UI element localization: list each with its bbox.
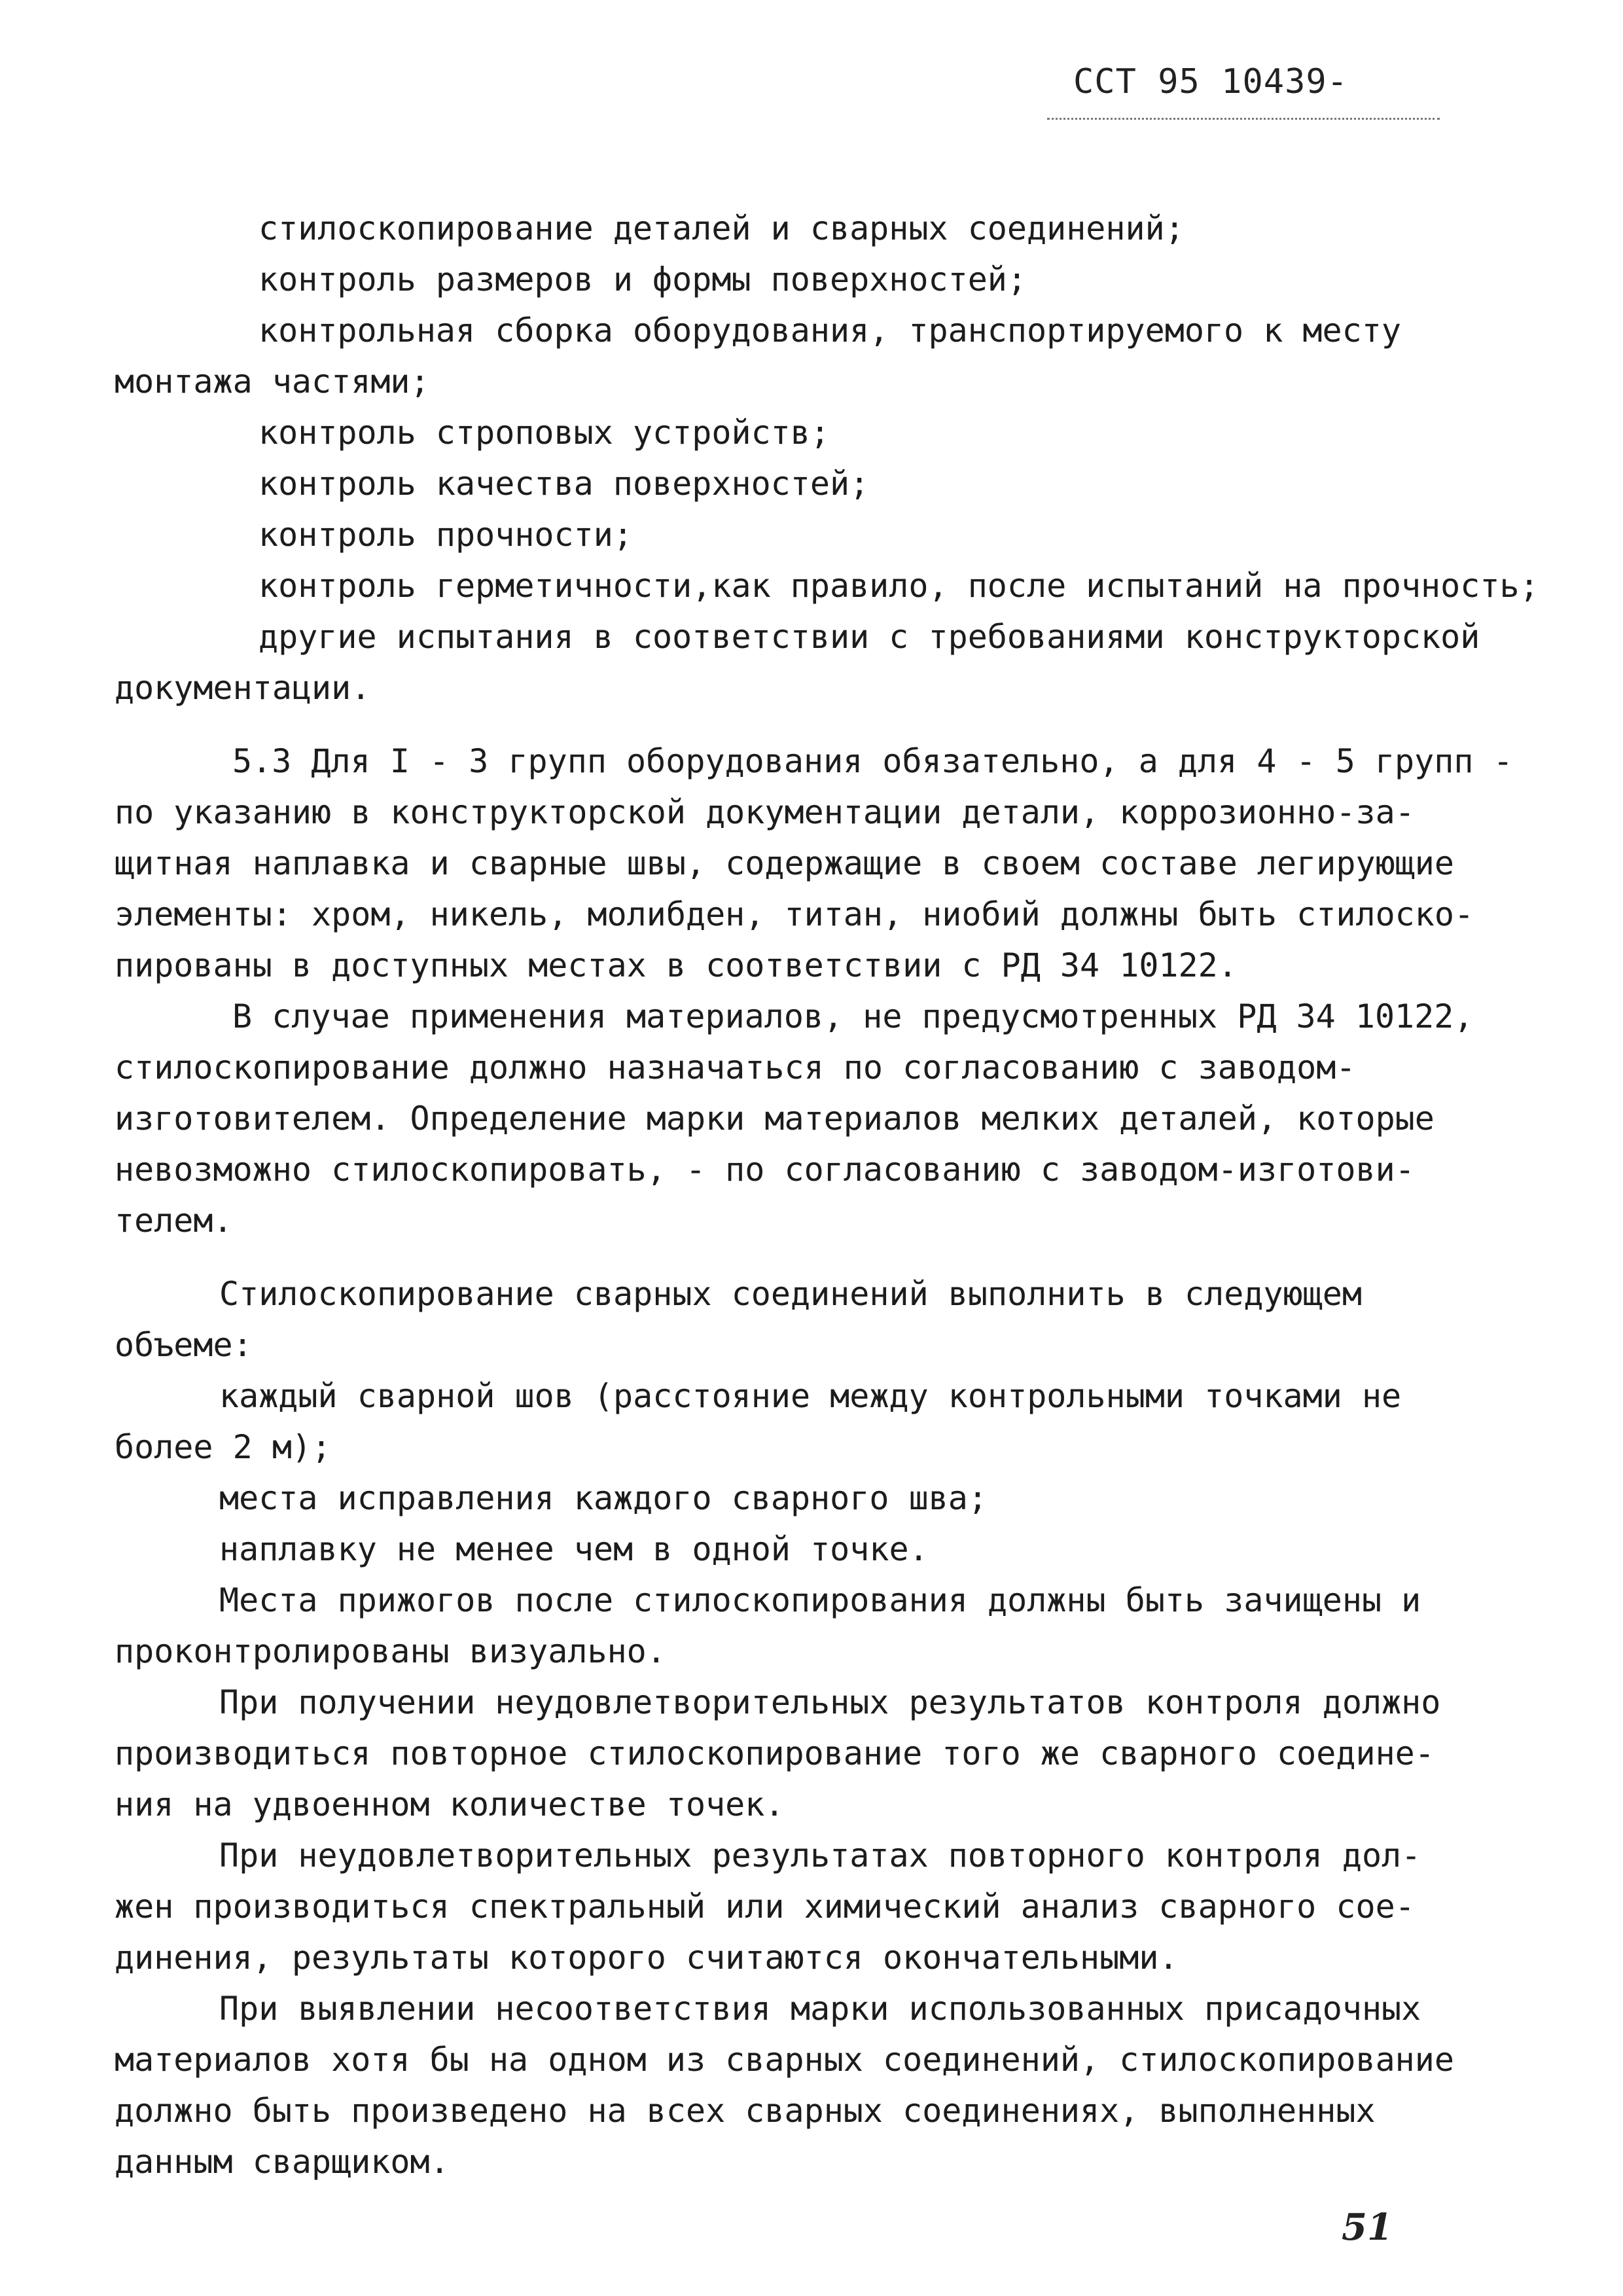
text-line: 5.3 Для I - 3 групп оборудования обязательно, а для 4 - 5 групп - — [232, 742, 1513, 780]
text-line: Места прижогов после стилоскопирования должны быть зачищены и — [219, 1581, 1421, 1619]
text-line: контроль строповых устройств; — [259, 414, 830, 452]
text-line: ния на удвоенном количестве точек. — [115, 1785, 785, 1823]
header-rule — [1047, 118, 1440, 120]
text-line: элементы: хром, никель, молибден, титан, ниобий должны быть стилоско- — [115, 895, 1474, 933]
text-line: стилоскопирование должно назначаться по согласованию с заводом- — [115, 1049, 1356, 1086]
text-line: жен производиться спектральный или химический анализ сварного сое- — [115, 1888, 1415, 1926]
text-line: монтажа частями; — [115, 363, 430, 401]
text-line: динения, результаты которого считаются окончательными. — [115, 1939, 1179, 1977]
text-line: щитная наплавка и сварные швы, содержащие в своем составе легирующие — [115, 844, 1454, 882]
text-line: пированы в доступных местах в соответствии с РД 34 10122. — [115, 946, 1238, 984]
text-line: невозможно стилоскопировать, - по согласованию с заводом-изготови- — [115, 1151, 1415, 1189]
text-line: должно быть произведено на всех сварных соединениях, выполненных — [115, 2092, 1376, 2130]
text-line: При получении неудовлетворительных результатов контроля должно — [219, 1683, 1441, 1721]
text-line: контрольная сборка оборудования, транспортируемого к месту — [259, 312, 1401, 350]
text-line: объеме: — [115, 1326, 253, 1364]
text-line: наплавку не менее чем в одной точке. — [219, 1530, 929, 1568]
text-line: материалов хотя бы на одном из сварных соединений, стилоскопирование — [115, 2041, 1454, 2079]
document-body — [115, 203, 1580, 2187]
page-number: 51 — [1342, 2206, 1393, 2249]
paragraph-gap — [115, 713, 1580, 736]
text-line: стилоскопирование деталей и сварных соединений; — [259, 209, 1185, 247]
text-line: контроль размеров и формы поверхностей; — [259, 260, 1027, 298]
paragraph-gap — [115, 1246, 1580, 1268]
text-line: При выявлении несоответствия марки использованных присадочных — [219, 1990, 1421, 2028]
text-line: контроль герметичности,как правило, после испытаний на прочность; — [259, 567, 1539, 605]
text-line: Стилоскопирование сварных соединений выполнить в следующем — [219, 1275, 1362, 1313]
text-line: телем. — [115, 1202, 233, 1240]
text-line: проконтролированы визуально. — [115, 1632, 666, 1670]
text-line: места исправления каждого сварного шва; — [219, 1479, 988, 1517]
text-line: контроль прочности; — [259, 516, 633, 554]
text-line: При неудовлетворительных результатах повторного контроля дол- — [219, 1837, 1421, 1874]
document-code: ССТ 95 10439- — [1073, 62, 1348, 101]
text-line: контроль качества поверхностей; — [259, 465, 870, 503]
text-line: производиться повторное стилоскопирование того же сварного соедине- — [115, 1734, 1435, 1772]
text-line: по указанию в конструкторской документации детали, коррозионно-за- — [115, 793, 1415, 831]
text-line: каждый сварной шов (расстояние между контрольными точками не — [219, 1377, 1402, 1415]
text-line: другие испытания в соответствии с требованиями конструкторской — [259, 618, 1480, 656]
text-line: изготовителем. Определение марки материалов мелких деталей, которые — [115, 1100, 1435, 1138]
text-line: В случае применения материалов, не предусмотренных РД 34 10122, — [232, 997, 1474, 1035]
text-line: документации. — [115, 669, 371, 707]
text-line: данным сварщиком. — [115, 2143, 450, 2181]
text-line: более 2 м); — [115, 1428, 332, 1466]
